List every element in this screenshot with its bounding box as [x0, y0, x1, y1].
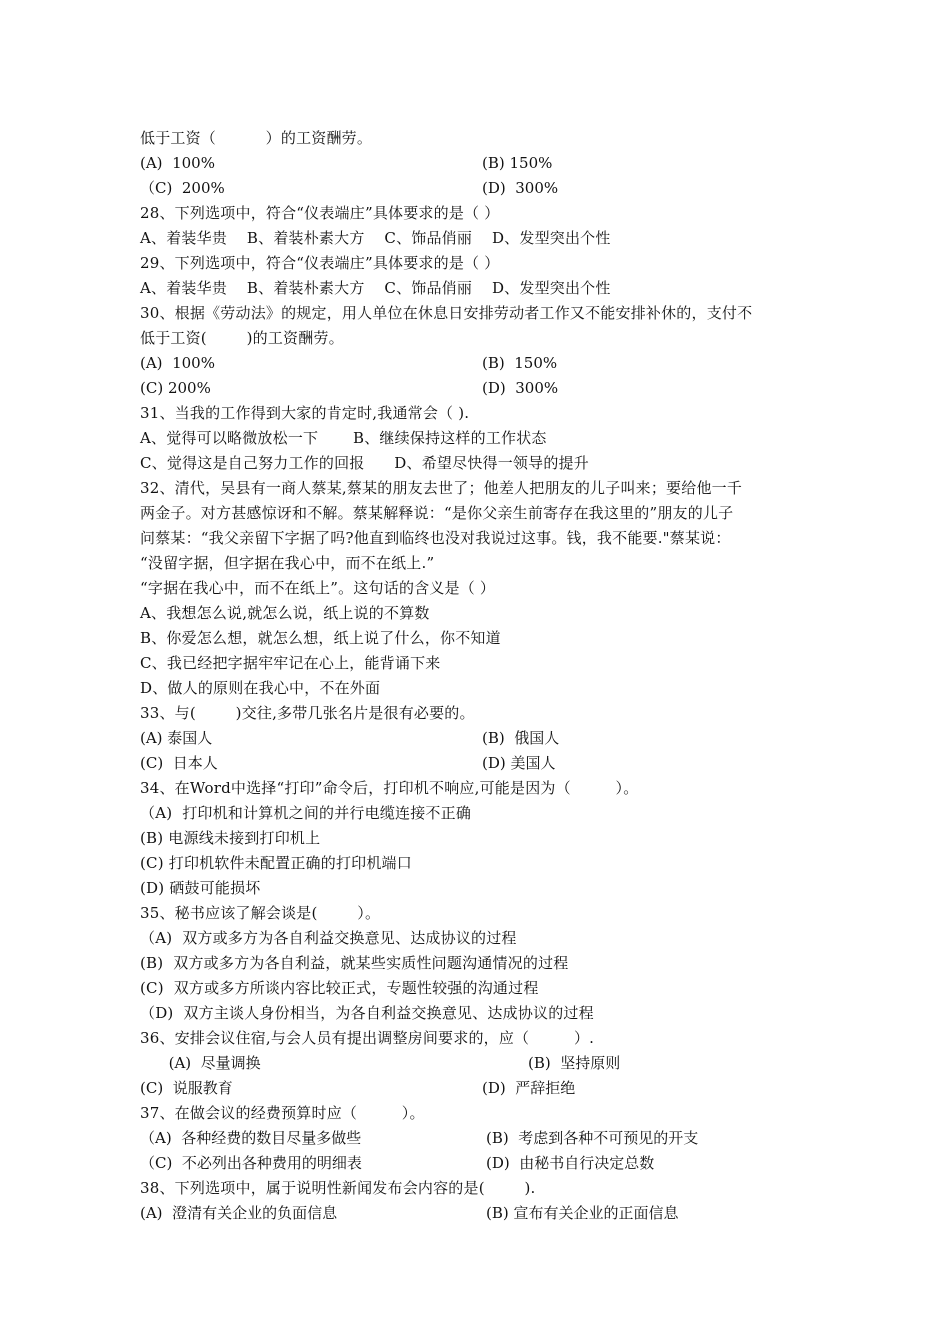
option-item: (D) 美国人	[482, 754, 556, 772]
option-item: (A) 尽量调换	[140, 1054, 261, 1072]
text-line: 37、在做会议的经费预算时应（ ）。	[140, 1104, 425, 1122]
text-line: 29、下列选项中，符合“仪表端庄”具体要求的是（ ）	[140, 254, 500, 272]
option-item: (B) 150%	[482, 354, 558, 372]
option-item: （C) 不必列出各种费用的明细表	[140, 1154, 362, 1172]
text-line: （A) 打印机和计算机之间的并行电缆连接不正确	[140, 804, 472, 822]
text-line: A、觉得可以略微放松一下 B、继续保持这样的工作状态	[140, 429, 547, 447]
text-line: 问蔡某：“我父亲留下字据了吗?他直到临终也没对我说过这事。钱，我不能要."蔡某说：	[140, 529, 731, 547]
text-line: 低于工资( )的工资酬劳。	[140, 329, 344, 347]
text-line: A、着装华贵 B、着装朴素大方 C、饰品俏丽 D、发型突出个性	[140, 279, 611, 297]
text-line: D、做人的原则在我心中，不在外面	[140, 679, 381, 697]
text-line: （A) 双方或多方为各自利益交换意见、达成协议的过程	[140, 929, 517, 947]
text-line: “字据在我心中，而不在纸上”。这句话的含义是（ ）	[140, 579, 496, 597]
text-line: C、我已经把字据牢牢记在心上，能背诵下来	[140, 654, 441, 672]
option-item: (A) 100%	[140, 354, 215, 372]
text-line: 两金子。对方甚感惊讶和不解。蔡某解释说：“是你父亲生前寄存在我这里的”朋友的儿子	[140, 504, 734, 522]
text-line: “没留字据，但字据在我心中，而不在纸上.”	[140, 554, 435, 572]
option-item: (B) 宣布有关企业的正面信息	[486, 1204, 679, 1222]
text-line: 35、秘书应该了解会谈是( ）。	[140, 904, 381, 922]
option-item: (B) 俄国人	[482, 729, 560, 747]
text-line: (D) 硒鼓可能损坏	[140, 879, 261, 897]
option-item: (A) 澄清有关企业的负面信息	[140, 1204, 338, 1222]
text-line: A、我想怎么说,就怎么说，纸上说的不算数	[140, 604, 430, 622]
option-item: (B) 150%	[482, 154, 553, 172]
text-line: 32、清代，吴县有一商人蔡某,蔡某的朋友去世了；他差人把朋友的儿子叫来；要给他一千	[140, 479, 743, 497]
text-line: B、你爱怎么想，就怎么想，纸上说了什么，你不知道	[140, 629, 501, 647]
text-line: 33、与( )交往,多带几张名片是很有必要的。	[140, 704, 475, 722]
text-line: 36、安排会议住宿,与会人员有提出调整房间要求的，应（ ）.	[140, 1029, 595, 1047]
option-item: (D) 300%	[482, 179, 559, 197]
text-line: 28、下列选项中，符合“仪表端庄”具体要求的是（ ）	[140, 204, 500, 222]
option-item: (C) 日本人	[140, 754, 218, 772]
option-item: (D) 由秘书自行决定总数	[486, 1154, 655, 1172]
text-line: 34、在Word中选择“打印”命令后，打印机不响应,可能是因为（ ）。	[140, 779, 639, 797]
text-line: C、觉得这是自己努力工作的回报 D、希望尽快得一领导的提升	[140, 454, 589, 472]
option-item: （C) 200%	[140, 179, 225, 197]
option-item: (D) 严辞拒绝	[482, 1079, 576, 1097]
text-line: (B) 电源线未接到打印机上	[140, 829, 321, 847]
option-item: (B) 考虑到各种不可预见的开支	[486, 1129, 699, 1147]
option-item: (B) 坚持原则	[528, 1054, 621, 1072]
option-item: (C) 说服教育	[140, 1079, 233, 1097]
text-line: (C) 打印机软件未配置正确的打印机端口	[140, 854, 412, 872]
text-line: (C) 双方或多方所谈内容比较正式，专题性较强的沟通过程	[140, 979, 539, 997]
text-line: (B) 双方或多方为各自利益，就某些实质性问题沟通情况的过程	[140, 954, 569, 972]
option-item: (A) 100%	[140, 154, 215, 172]
text-line: 31、当我的工作得到大家的肯定时,我通常会（ ).	[140, 404, 470, 422]
option-item: （A) 各种经费的数目尽量多做些	[140, 1129, 362, 1147]
option-item: (D) 300%	[482, 379, 559, 397]
text-line: （D) 双方主谈人身份相当，为各自利益交换意见、达成协议的过程	[140, 1004, 594, 1022]
text-line: 38、下列选项中，属于说明性新闻发布会内容的是( ).	[140, 1179, 536, 1197]
option-item: (A) 泰国人	[140, 729, 213, 747]
text-line: A、着装华贵 B、着装朴素大方 C、饰品俏丽 D、发型突出个性	[140, 229, 611, 247]
text-line: 30、根据《劳动法》的规定，用人单位在休息日安排劳动者工作又不能安排补休的，支付不	[140, 304, 753, 322]
option-item: (C) 200%	[140, 379, 211, 397]
text-line: 低于工资（ ）的工资酬劳。	[140, 129, 373, 147]
